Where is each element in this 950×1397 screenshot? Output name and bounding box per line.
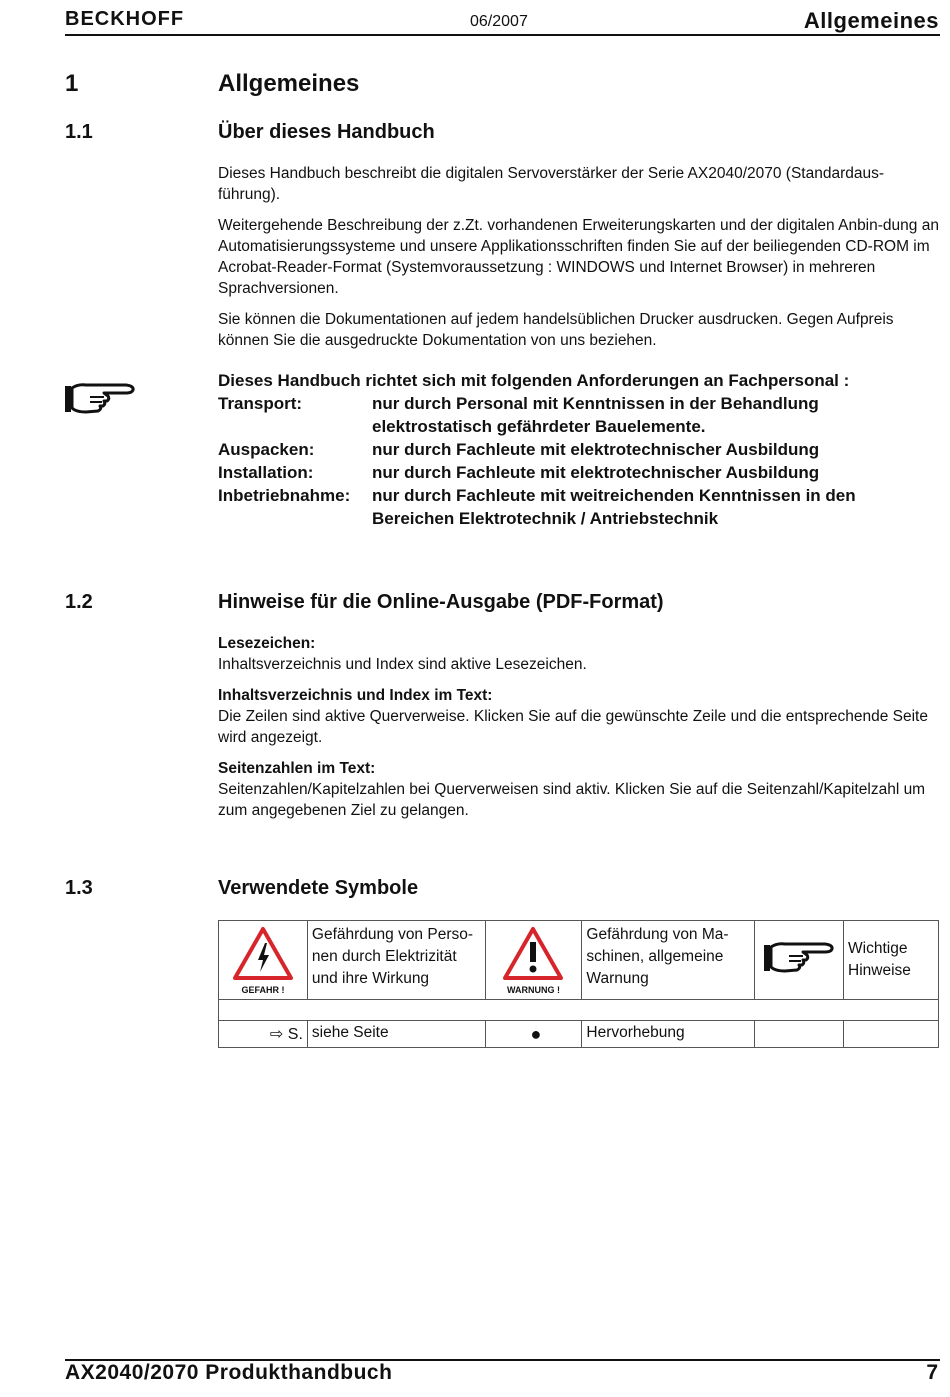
requirement-row	[218, 461, 940, 484]
paragraph: Dieses Handbuch beschreibt die digitalen Servoverstärker der Serie AX2040/2070 (Standardaus-führung).	[218, 165, 885, 203]
warning-description: Gefährdung von Ma-schinen, allgemeine Warnung	[582, 921, 755, 1000]
pdf-hints	[218, 633, 940, 831]
electric-hazard-icon	[232, 926, 294, 982]
paragraph: Sie können die Dokumentationen auf jedem handelsüblichen Drucker ausdrucken. Gegen Aufpreis können Sie die ausgedruckte Dokumentation von uns beziehen.	[218, 311, 894, 349]
table-row	[219, 1021, 939, 1048]
bullet-symbol: ●	[485, 1021, 582, 1048]
section-1-2-title: Hinweise für die Online-Ausgabe (PDF-Format)	[218, 591, 664, 613]
table-row	[219, 921, 939, 1000]
pointing-hand-icon	[64, 380, 136, 423]
danger-symbol-cell	[219, 921, 308, 1000]
requirement-label: Auspacken:	[218, 440, 315, 459]
bullet-description: Hervorhebung	[582, 1021, 755, 1048]
symbols-table	[218, 920, 939, 1048]
hint-symbol-cell	[755, 921, 844, 1000]
section-1-1-title: Über dieses Handbuch	[218, 121, 435, 143]
brand-logo: BECKHOFF	[65, 8, 185, 30]
danger-caption: GEFAHR !	[241, 984, 285, 995]
table-row	[219, 1000, 939, 1021]
section-1-3-number: 1.3	[65, 877, 93, 899]
hint-description: Wichtige Hinweise	[844, 921, 939, 1000]
hint-entry	[218, 633, 940, 675]
warning-exclamation-icon	[502, 926, 564, 982]
hint-text: Die Zeilen sind aktive Querverweise. Klicken Sie auf die gewünschte Zeile und die entsprechende Seite wird angezeigt.	[218, 708, 928, 746]
section-1-3-title: Verwendete Symbole	[218, 877, 419, 899]
running-section-title: Allgemeines	[803, 8, 939, 33]
hint-label: Lesezeichen:	[218, 635, 316, 652]
section-1-1-body	[218, 163, 940, 361]
hint-text: Seitenzahlen/Kapitelzahlen bei Querverweisen sind aktiv. Klicken Sie auf die Seitenzahl/Kapitelzahl um zum angegebenen Ziel zu gelangen.	[218, 781, 926, 819]
requirement-label: Transport:	[218, 394, 303, 413]
hint-label: Inhaltsverzeichnis und Index im Text:	[218, 687, 493, 704]
chapter-title: Allgemeines	[218, 70, 360, 97]
warning-caption: WARNUNG !	[506, 984, 560, 995]
paragraph: Weitergehende Beschreibung der z.Zt. vorhandenen Erweiterungskarten und der digitalen Anbin-dung an Automatisierungssysteme und unsere Applikationsschriften finden Sie auf der beiliegenden CD-ROM im Acrobat-Reader-Format (Systemvoraussetzung : WINDOWS und Internet Browser) in mehreren Sprachversionen.	[218, 217, 939, 297]
danger-description: Gefährdung von Perso-nen durch Elektrizität und ihre Wirkung	[307, 921, 485, 1000]
section-1-2-number: 1.2	[65, 591, 93, 613]
requirements-intro: Dieses Handbuch richtet sich mit folgenden Anforderungen an Fachpersonal :	[218, 371, 850, 390]
hint-label: Seitenzahlen im Text:	[218, 760, 376, 777]
hint-text: Inhaltsverzeichnis und Index sind aktive Lesezeichen.	[218, 656, 587, 673]
requirement-row	[218, 484, 940, 530]
spacer-cell	[219, 1000, 939, 1021]
see-page-description: siehe Seite	[307, 1021, 485, 1048]
hint-entry	[218, 685, 940, 748]
hint-entry	[218, 758, 940, 821]
header-divider	[65, 34, 940, 36]
empty-cell	[844, 1021, 939, 1048]
page-number: 7	[926, 1361, 938, 1384]
requirement-row	[218, 392, 940, 438]
requirement-text: nur durch Personal mit Kenntnissen in der Behandlung elektrostatisch gefährdeter Bauelemente.	[372, 394, 819, 436]
personnel-requirements	[218, 369, 940, 530]
see-page-symbol: ⇨ S.	[219, 1021, 308, 1048]
document-date: 06/2007	[470, 13, 528, 30]
requirement-label: Installation:	[218, 463, 314, 482]
requirement-text: nur durch Fachleute mit elektrotechnischer Ausbildung	[372, 463, 820, 482]
chapter-number: 1	[65, 70, 79, 97]
requirement-row	[218, 438, 940, 461]
footer-title: AX2040/2070 Produkthandbuch	[65, 1361, 393, 1384]
section-1-1-number: 1.1	[65, 121, 93, 143]
empty-cell	[755, 1021, 844, 1048]
requirement-text: nur durch Fachleute mit elektrotechnischer Ausbildung	[372, 440, 820, 459]
pointing-hand-icon	[763, 939, 835, 977]
requirement-label: Inbetriebnahme:	[218, 486, 351, 505]
requirement-text: nur durch Fachleute mit weitreichenden Kenntnissen in den Bereichen Elektrotechnik / Antriebstechnik	[372, 486, 856, 528]
warning-symbol-cell	[485, 921, 582, 1000]
